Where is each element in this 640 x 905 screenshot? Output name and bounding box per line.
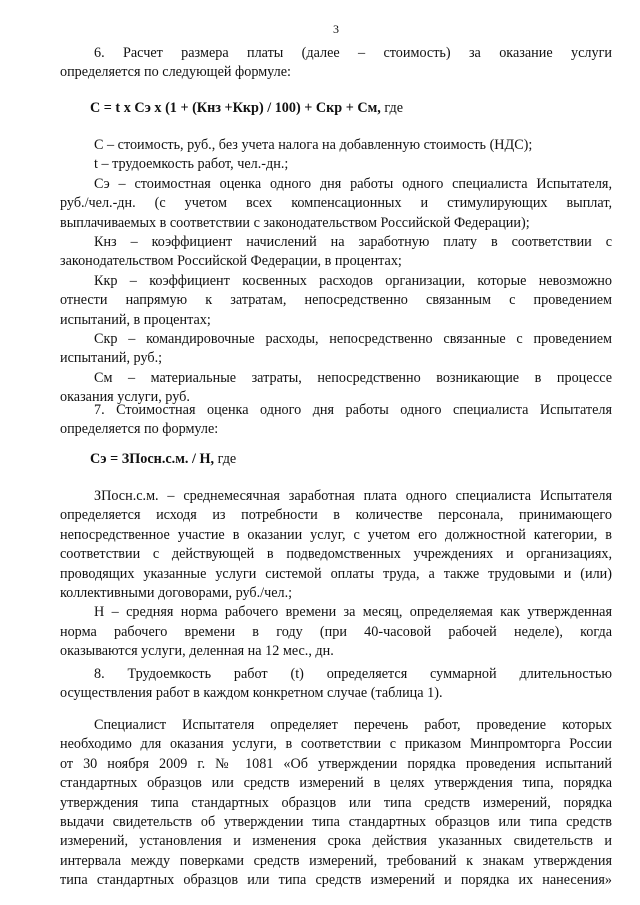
definition-knz: Кнз – коэффициент начислений на заработную плату в соответствии с <box>94 234 612 251</box>
definition-se-cont: выплачиваемых в соответствии с законодательством Российской Федерации); <box>60 214 530 231</box>
definition-zp: ЗПосн.с.м. – среднемесячная заработная плата одного специалиста Испытателя <box>94 488 612 504</box>
section-6-intro <box>60 44 612 83</box>
definition-t: t – трудоемкость работ, чел.-дн.; <box>94 156 289 173</box>
text-line: утверждения типа стандартных образцов или типа средств измерений, порядка <box>60 794 612 811</box>
text-line: измерений, установления и изменения срока действия указанных свидетельств и <box>60 833 612 850</box>
definition-knz-cont: законодательством Российской Федерации, в процентах; <box>60 253 402 270</box>
text-line: определяется по следующей формуле: <box>60 64 291 81</box>
definition-sm: См – материальные затраты, непосредственно возникающие в процессе <box>94 369 612 386</box>
text-line: интервала между поверками средств измерений, требований к знакам утверждения <box>60 852 612 869</box>
definition-zp-cont: непосредственное участие в оказании услуг, с учетом его должностной категории, в <box>60 526 612 543</box>
document-page <box>60 0 612 905</box>
text-line: стандартных образцов или средств измерений в целях утверждения типа, порядка <box>60 775 612 792</box>
text-line: типа стандартных образцов или типа средств измерений и порядка их нанесения» <box>60 872 612 889</box>
cost-formula <box>90 99 403 118</box>
specialist-day-formula <box>90 450 236 469</box>
text-line: необходимо для оказания услуги, в соответствии с приказом Минпромторга России <box>60 736 612 753</box>
text-line: 7. Стоимостная оценка одного дня работы одного специалиста Испытателя <box>94 402 612 418</box>
definition-n: Н – средняя норма рабочего времени за месяц, определяемая как утвержденная <box>94 604 612 621</box>
section-6-definitions <box>60 136 612 408</box>
text-line: 8. Трудоемкость работ (t) определяется суммарной длительностью <box>94 666 612 682</box>
definition-c: С – стоимость, руб., без учета налога на добавленную стоимость (НДС); <box>94 137 533 153</box>
definition-se: Сэ – стоимостная оценка одного дня работы одного специалиста Испытателя, <box>94 175 612 192</box>
definition-kkr-cont: испытаний, в процентах; <box>60 311 211 328</box>
page-number: 3 <box>333 22 339 36</box>
section-7-intro <box>60 401 612 440</box>
formula-suffix: где <box>214 451 237 467</box>
definition-n-cont: норма рабочего времени в году (при 40-часовой рабочей неделе), когда <box>60 623 612 640</box>
definition-skr: Скр – командировочные расходы, непосредственно связанные с проведением <box>94 331 612 348</box>
definition-zp-cont: определяется исходя из потребности в количестве персонала, принимающего <box>60 507 612 524</box>
text-line: от 30 ноября 2009 г. № 1081 «Об утверждении порядка проведения испытаний <box>60 755 612 772</box>
definition-zp-cont: соответствии с действующей в подведомственных учреждениях и организациях, <box>60 546 612 563</box>
text-line: осуществления работ в каждом конкретном случае (таблица 1). <box>60 685 443 702</box>
definition-sm-cont: оказания услуги, руб. <box>60 389 190 406</box>
definition-zp-cont: коллективными договорами, руб./чел.; <box>60 585 293 602</box>
definition-kkr-cont: отнести напрямую к затратам, непосредственно связанным с проведением <box>60 292 612 309</box>
text-line: выдачи свидетельств об утверждении типа стандартных образцов или типа средств <box>60 814 612 831</box>
text-line: определяется по формуле: <box>60 421 219 438</box>
formula-text: Сэ = ЗПосн.с.м. / Н, <box>90 451 215 467</box>
definition-n-cont: оказываются услуги, деленная на 12 мес., дн. <box>60 643 334 660</box>
section-7-definitions <box>60 487 612 662</box>
definition-skr-cont: испытаний, руб.; <box>60 350 163 367</box>
formula-text: С = t х Сэ х (1 + (Кнз +Ккр) / 100) + Скр + См, <box>90 100 381 116</box>
formula-suffix: где <box>380 100 404 116</box>
section-8 <box>60 665 612 704</box>
definition-kkr: Ккр – коэффициент косвенных расходов организации, которые невозможно <box>94 272 612 289</box>
text-line: 6. Расчет размера платы (далее – стоимость) за оказание услуги <box>94 45 612 61</box>
closing-paragraph <box>60 716 612 891</box>
definition-zp-cont: проводящих указанные услуги системой оплаты труда, а также трудовыми и (или) <box>60 565 612 582</box>
definition-se-cont: руб./чел.-дн. (с учетом всех компенсационных и стимулирующих выплат, <box>60 195 612 212</box>
text-line: Специалист Испытателя определяет перечень работ, проведение которых <box>94 717 612 733</box>
